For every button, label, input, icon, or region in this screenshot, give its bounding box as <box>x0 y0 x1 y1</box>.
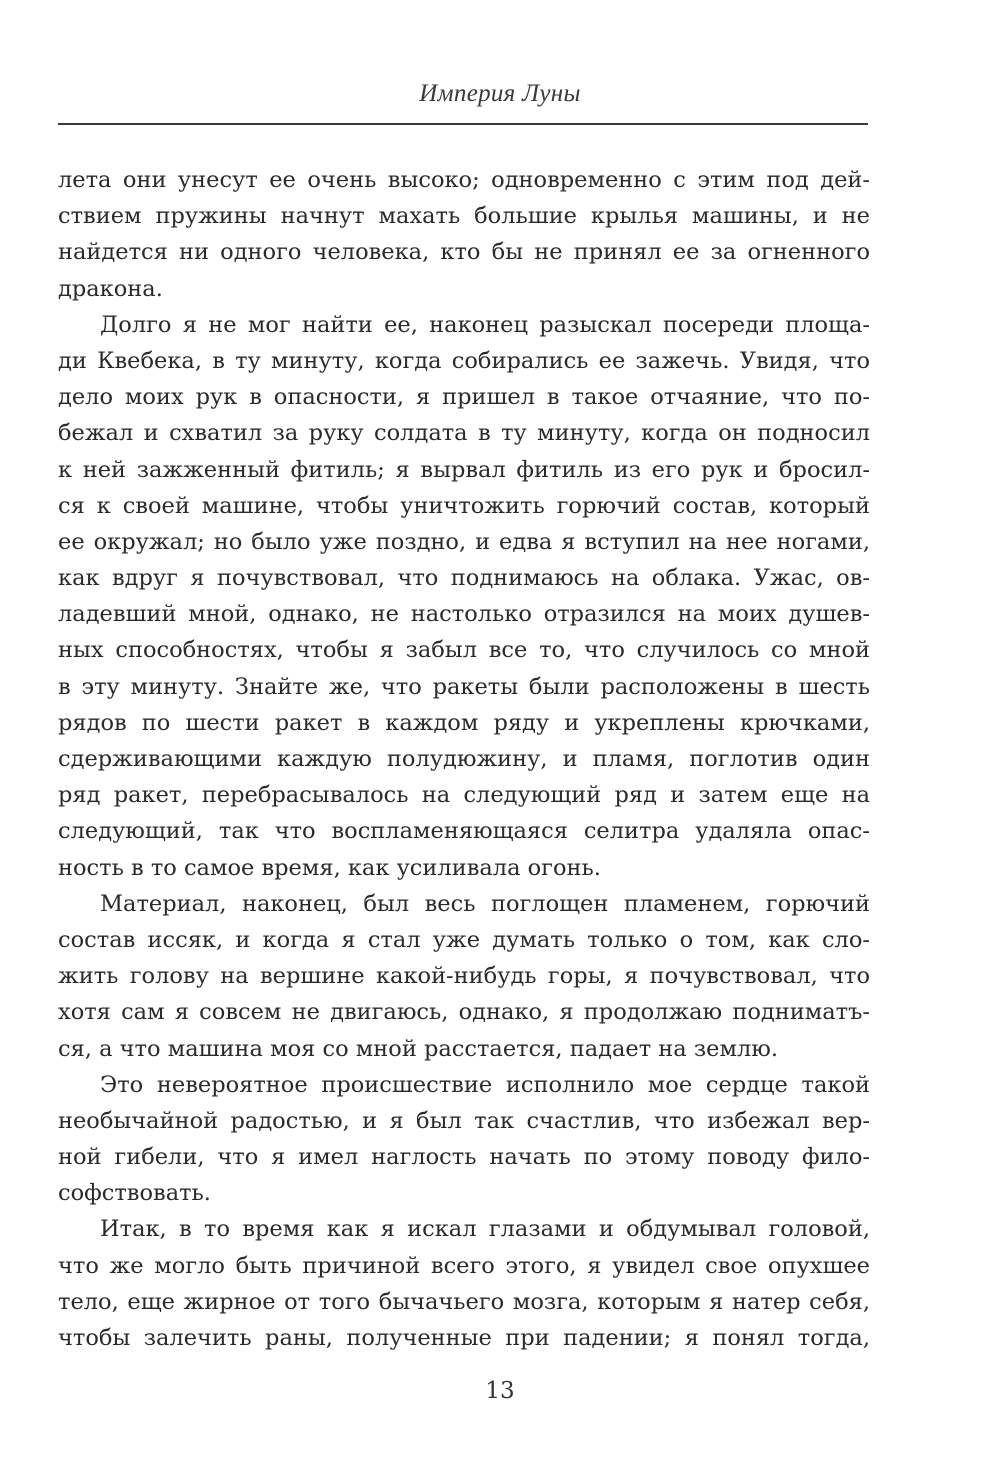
text-line: необычайной радостью, и я был так счастлив, что избежал вер- <box>58 1107 870 1134</box>
text-line: рядов по шести ракет в каждом ряду и укреплены крючками, <box>58 709 870 736</box>
text-line: состав иссяк, и когда я стал уже думать только о том, как сло- <box>58 926 870 953</box>
text-line: дракона. <box>58 275 163 302</box>
text-line: лета они унесут ее очень высоко; одновременно с этим под дей- <box>58 167 870 193</box>
header-rule <box>58 123 868 125</box>
text-line: Материал, наконец, был весь поглощен пламенем, горючий <box>100 890 870 917</box>
text-line: что же могло быть причиной всего этого, я увидел свое опухшее <box>58 1252 870 1279</box>
text-line: хотя сам я совсем не двигаюсь, однако, я продолжаю подниматъ- <box>58 999 870 1026</box>
text-line: как вдруг я почувствовал, что поднимаюсь на облака. Ужас, ов- <box>58 565 870 592</box>
text-line: найдется ни одного человека, кто бы не принял ее за огненного <box>58 239 870 266</box>
text-line: бежал и схватил за руку солдата в ту минуту, когда он подносил <box>58 420 870 447</box>
text-line: в эту минуту. Знайте же, что ракеты были расположены в шесть <box>58 673 870 700</box>
text-line: чтобы залечить раны, полученные при падении; я понял тогда, <box>58 1325 870 1351</box>
text-line: Долго я не мог найти ее, наконец разыскал посереди площа- <box>100 311 870 338</box>
running-header: Империя Луны <box>419 80 581 107</box>
text-line: ся к своей машине, чтобы уничтожить горючий состав, который <box>58 492 870 519</box>
text-line: ной гибели, что я имел наглость начать по этому поводу фило- <box>58 1144 870 1171</box>
body-text <box>58 162 870 1356</box>
text-line: следующий, так что воспламеняющаяся селитра удаляла опас- <box>58 818 870 845</box>
text-line: ствием пружины начнут махать большие крылья машины, и не <box>58 203 870 230</box>
text-line: Это невероятное происшествие исполнило мое сердце такой <box>100 1071 870 1098</box>
page-number: 13 <box>485 1378 515 1404</box>
text-line: сдерживающими каждую полудюжину, и пламя, поглотив один <box>58 746 870 772</box>
text-line: тело, еще жирное от того бычачьего мозга, которым я натер себя, <box>58 1288 870 1315</box>
text-line: Итак, в то время как я искал глазами и обдумывал головой, <box>100 1216 870 1243</box>
text-line: ность в то самое время, как усиливала огонь. <box>58 854 601 881</box>
text-line: софствовать. <box>58 1180 211 1207</box>
text-line: дело моих рук в опасности, я пришел в такое отчаяние, что по- <box>58 384 870 411</box>
text-line: жить голову на вершине какой-нибудь горы, я почувствовал, что <box>58 963 870 990</box>
text-line: ряд ракет, перебрасывалось на следующий ряд и затем еще на <box>58 782 870 809</box>
text-line: к ней зажженный фитиль; я вырвал фитиль из его рук и бросил- <box>58 456 870 483</box>
text-line: ее окружал; но было уже поздно, и едва я вступил на нее ногами, <box>58 528 870 555</box>
text-line: ди Квебека, в ту минуту, когда собирались ее зажечь. Увидя, что <box>58 347 870 374</box>
text-line: ся, а что машина моя со мной расстается, падает на землю. <box>58 1035 778 1062</box>
text-line: ных способностях, чтобы я забыл все то, что случилось со мной <box>58 637 870 664</box>
text-line: ладевший мной, однако, не настолько отразился на моих душев- <box>58 601 870 628</box>
